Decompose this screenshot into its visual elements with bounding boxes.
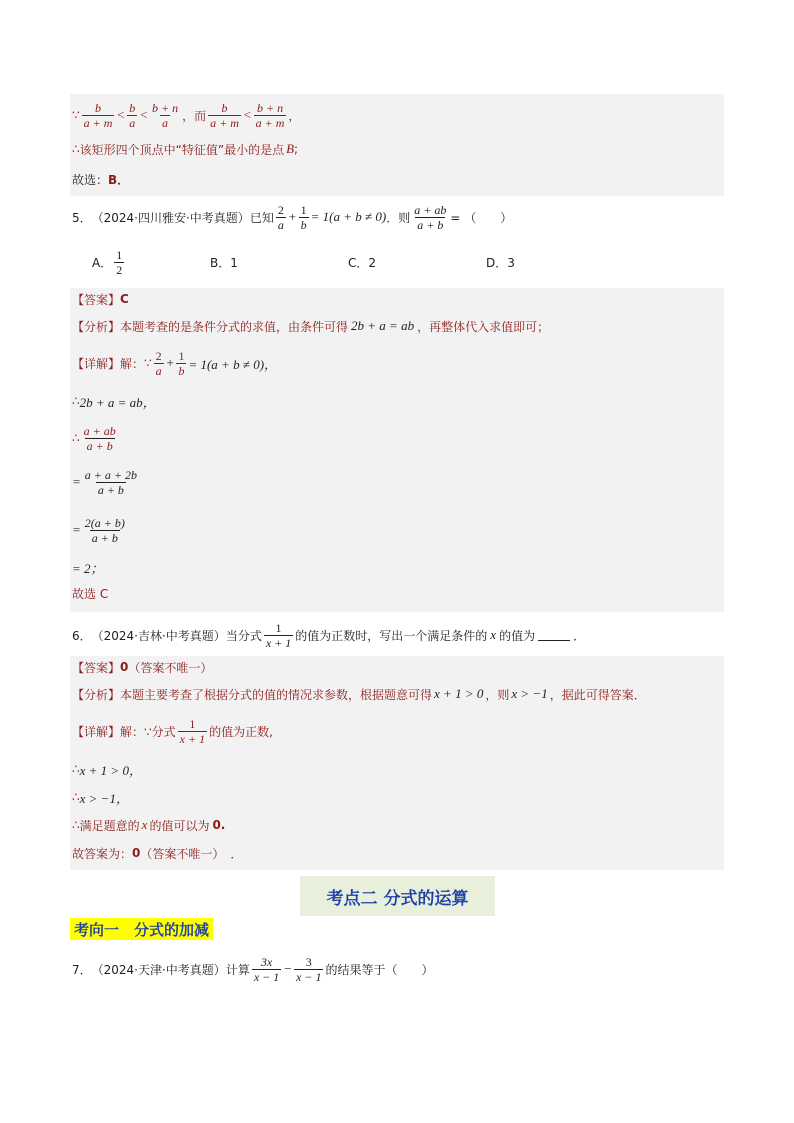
- q5-solution-band: [70, 288, 724, 612]
- q5-detail-frac-1-over-b: $\frac{1}{b}$: [178, 348, 185, 378]
- q6-step3: ∴ 满足题意的 x 的值可以为 0.: [72, 817, 226, 833]
- q5-answer: 【答案】 C: [72, 292, 129, 307]
- q5-step2: ∴ $\frac{a + ab}{a + b}$: [72, 423, 116, 453]
- frac-b-over-a: $\frac{b}{a}$: [129, 100, 136, 130]
- frac-b-over-a-plus-m-2: $\frac{b}{a + m}$: [210, 100, 239, 130]
- q5-option-c: C．2: [348, 255, 377, 270]
- q5-detail-start: 【详解】 解： ∵ $\frac{2}{a}$ + $\frac{1}{b}$ = 1(a + b ≠ 0)，: [72, 348, 278, 378]
- q5-analysis: 【分析】 本题考查的是条件分式的求值，由条件可得 2b + a = ab ，再整体代入求值即可；: [72, 318, 550, 334]
- subsection-heading: 考向一 分式的加减: [70, 918, 213, 940]
- q5-step3-frac: $\frac{a + a + 2b}{a + b}$: [84, 467, 137, 497]
- q5-step4: = $\frac{2(a + b)}{a + b}$: [72, 515, 125, 545]
- frac-b-plus-n-over-a: $\frac{b + n}{a}$: [151, 100, 179, 130]
- q5-step5: = 2；: [72, 560, 104, 576]
- frac-b-plus-n-over-a-plus-m: $\frac{b + n}{a + m}$: [255, 100, 285, 130]
- q5-step4-frac: $\frac{2(a + b)}{a + b}$: [84, 515, 125, 545]
- q6-detail-frac: $\frac{1}{x + 1}$: [179, 716, 206, 746]
- q7-frac-3: $\frac{3}{x - 1}$: [296, 954, 322, 984]
- q6-final: 故答案为： 0 （答案不唯一） ．: [72, 846, 243, 861]
- q5-frac-target: $\frac{a + ab}{a + b}$: [414, 202, 447, 232]
- section-title: 考点二 分式的运算: [300, 876, 495, 916]
- q5-frac-1-over-b: $\frac{1}{b}$: [300, 202, 307, 232]
- q5-step2-frac: $\frac{a + ab}{a + b}$: [83, 423, 116, 453]
- q6-analysis: 【分析】 本题主要考查了根据分式的值的情况求参数，根据题意可得 x + 1 > 0 ，则 x > −1 ，据此可得答案．: [72, 686, 646, 702]
- q5-option-d: D．3: [486, 255, 515, 270]
- q5-stem: 5． （2024·四川雅安·中考真题） 已知 $\frac{2}{a}$ + $\frac{1}{b}$ = 1(a + b ≠ 0) ．则 $\frac{a + ab}{a + b}$ = （ ）: [72, 202, 513, 232]
- prev-inequality-line: ∵ $\frac{b}{a + m}$ < $\frac{b}{a}$ < $\frac{b + n}{a}$ ， 而 $\frac{b}{a + m}$ < $\frac{b + n}{a + m}$ ，: [72, 100, 301, 130]
- q5-option-b: B．1: [210, 255, 238, 270]
- prev-conclusion-line: ∴ 该矩形四个顶点中“特征值”最小的是点 B ;: [72, 141, 299, 157]
- q6-detail-start: 【详解】 解：∵分式 $\frac{1}{x + 1}$ 的值为正数,: [72, 716, 273, 746]
- frac-b-over-a-plus-m: $\frac{b}{a + m}$: [83, 100, 113, 130]
- q5-step1: ∴ 2b + a = ab，: [72, 394, 156, 410]
- q5-step3: = $\frac{a + a + 2b}{a + b}$: [72, 467, 137, 497]
- q6-answer-blank: [538, 629, 570, 641]
- q5-option-a-frac: $\frac{1}{2}$: [116, 247, 123, 277]
- q6-frac: $\frac{1}{x + 1}$: [265, 620, 292, 650]
- q5-frac-2-over-a: $\frac{2}{a}$: [277, 202, 284, 232]
- q6-answer: 【答案】 0 （答案不唯一）: [72, 660, 213, 675]
- q6-stem: 6． （2024·吉林·中考真题） 当分式 $\frac{1}{x + 1}$ 的值为正数时，写出一个满足条件的 x 的值为 ．: [72, 620, 586, 650]
- q7-frac-3x: $\frac{3x}{x - 1}$: [253, 954, 280, 984]
- prev-choose-line: 故选： B．: [72, 172, 130, 187]
- q7-stem: 7． （2024·天津·中考真题） 计算 $\frac{3x}{x - 1}$ − $\frac{3}{x - 1}$ 的结果等于（ ）: [72, 954, 434, 984]
- q5-option-a: A． $\frac{1}{2}$: [92, 247, 123, 277]
- q6-step2: ∴ x > −1，: [72, 790, 129, 806]
- q5-choose: 故选 C: [72, 586, 109, 601]
- q5-detail-frac-2-over-a: $\frac{2}{a}$: [155, 348, 162, 378]
- q6-step1: ∴ x + 1 > 0，: [72, 762, 142, 778]
